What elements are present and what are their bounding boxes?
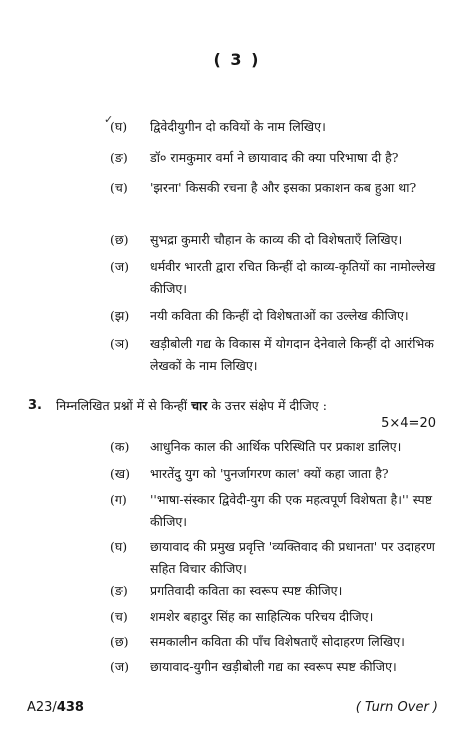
item-text: धर्मवीर भारती द्वारा रचित किन्हीं दो काव्य-कृतियों का नामोल्लेख कीजिए। (150, 259, 436, 296)
item-text: डॉ० रामकुमार वर्मा ने छायावाद की क्या परिभाषा दी है? (150, 150, 399, 165)
item-label: (घ) (110, 119, 128, 134)
question-item-nga-2 (110, 580, 450, 602)
paper-code (27, 700, 84, 715)
question-item-nya (110, 333, 450, 377)
question-item-kha (110, 463, 450, 485)
marks-allocation: 5×4=20 (381, 416, 436, 431)
item-text: शमशेर बहादुर सिंह का साहित्यिक परिचय दीजिए। (150, 609, 374, 624)
item-label: (ज) (110, 259, 130, 274)
item-label: (ङ) (110, 150, 128, 165)
question-item-cha-2 (110, 606, 450, 628)
item-label: (छ) (110, 232, 129, 247)
item-label: (क) (110, 439, 130, 454)
item-label: (झ) (110, 308, 130, 323)
item-label: (छ) (110, 634, 129, 649)
item-text: ''भाषा-संस्कार द्विवेदी-युग की एक महत्वपूर्ण विशेषता है।'' स्पष्ट कीजिए। (150, 492, 433, 529)
question-item-ja-2 (110, 656, 450, 678)
question-item-ja (110, 256, 450, 300)
instruction-post: के उत्तर संक्षेप में दीजिए : (207, 398, 327, 413)
page-number: ( 3 ) (213, 50, 261, 69)
item-label: (ङ) (110, 583, 128, 598)
question-item-chha (110, 229, 450, 251)
item-text: आधुनिक काल की आर्थिक परिस्थिति पर प्रकाश डालिए। (150, 439, 402, 454)
question-3-heading (28, 395, 448, 417)
item-text: 'झरना' किसकी रचना है और इसका प्रकाशन कब हुआ था? (150, 180, 417, 195)
item-text: सुभद्रा कुमारी चौहान के काव्य की दो विशेषताएँ लिखिए। (150, 232, 403, 247)
paper-code-prefix: A23/ (27, 700, 57, 715)
question-item-nga (110, 147, 450, 169)
instruction-bold: चार (191, 398, 208, 413)
question-item-jha (110, 305, 450, 327)
paper-code-number: 438 (56, 700, 84, 715)
question-item-ka (110, 436, 450, 458)
instruction-pre: निम्नलिखित प्रश्नों में से किन्हीं (56, 398, 192, 413)
question-item-gha-2 (110, 536, 440, 580)
item-text: छायावाद की प्रमुख प्रवृत्ति 'व्यक्तिवाद की प्रधानता' पर उदाहरण सहित विचार कीजिए। (150, 539, 435, 576)
item-text: द्विवेदीयुगीन दो कवियों के नाम लिखिए। (150, 119, 326, 134)
item-label: (च) (110, 609, 128, 624)
item-text: प्रगतिवादी कविता का स्वरूप स्पष्ट कीजिए। (150, 583, 343, 598)
pen-mark: ✓ (104, 113, 114, 126)
item-label: (ग) (110, 492, 127, 507)
item-label: (घ) (110, 539, 128, 554)
item-label: (ञ) (110, 336, 130, 351)
item-text: समकालीन कविता की पाँच विशेषताएँ सोदाहरण लिखिए। (150, 634, 405, 649)
item-text: छायावाद-युगीन खड़ीबोली गद्य का स्वरूप स्पष्ट कीजिए। (150, 659, 397, 674)
question-item-gha (110, 116, 450, 138)
turn-over-note: ( Turn Over ) (355, 700, 438, 715)
question-item-ga (110, 489, 440, 533)
question-instruction (56, 395, 327, 417)
item-label: (ख) (110, 466, 130, 481)
question-item-chha-2 (110, 631, 450, 653)
item-text: खड़ीबोली गद्य के विकास में योगदान देनेवाले किन्हीं दो आरंभिक लेखकों के नाम लिखिए। (150, 336, 434, 373)
item-label: (ज) (110, 659, 130, 674)
question-item-cha (110, 177, 440, 199)
item-label: (च) (110, 180, 128, 195)
question-number: 3. (28, 398, 42, 413)
item-text: नयी कविता की किन्हीं दो विशेषताओं का उल्लेख कीजिए। (150, 308, 409, 323)
item-text: भारतेंदु युग को 'पुनर्जागरण काल' क्यों कहा जाता है? (150, 466, 389, 481)
